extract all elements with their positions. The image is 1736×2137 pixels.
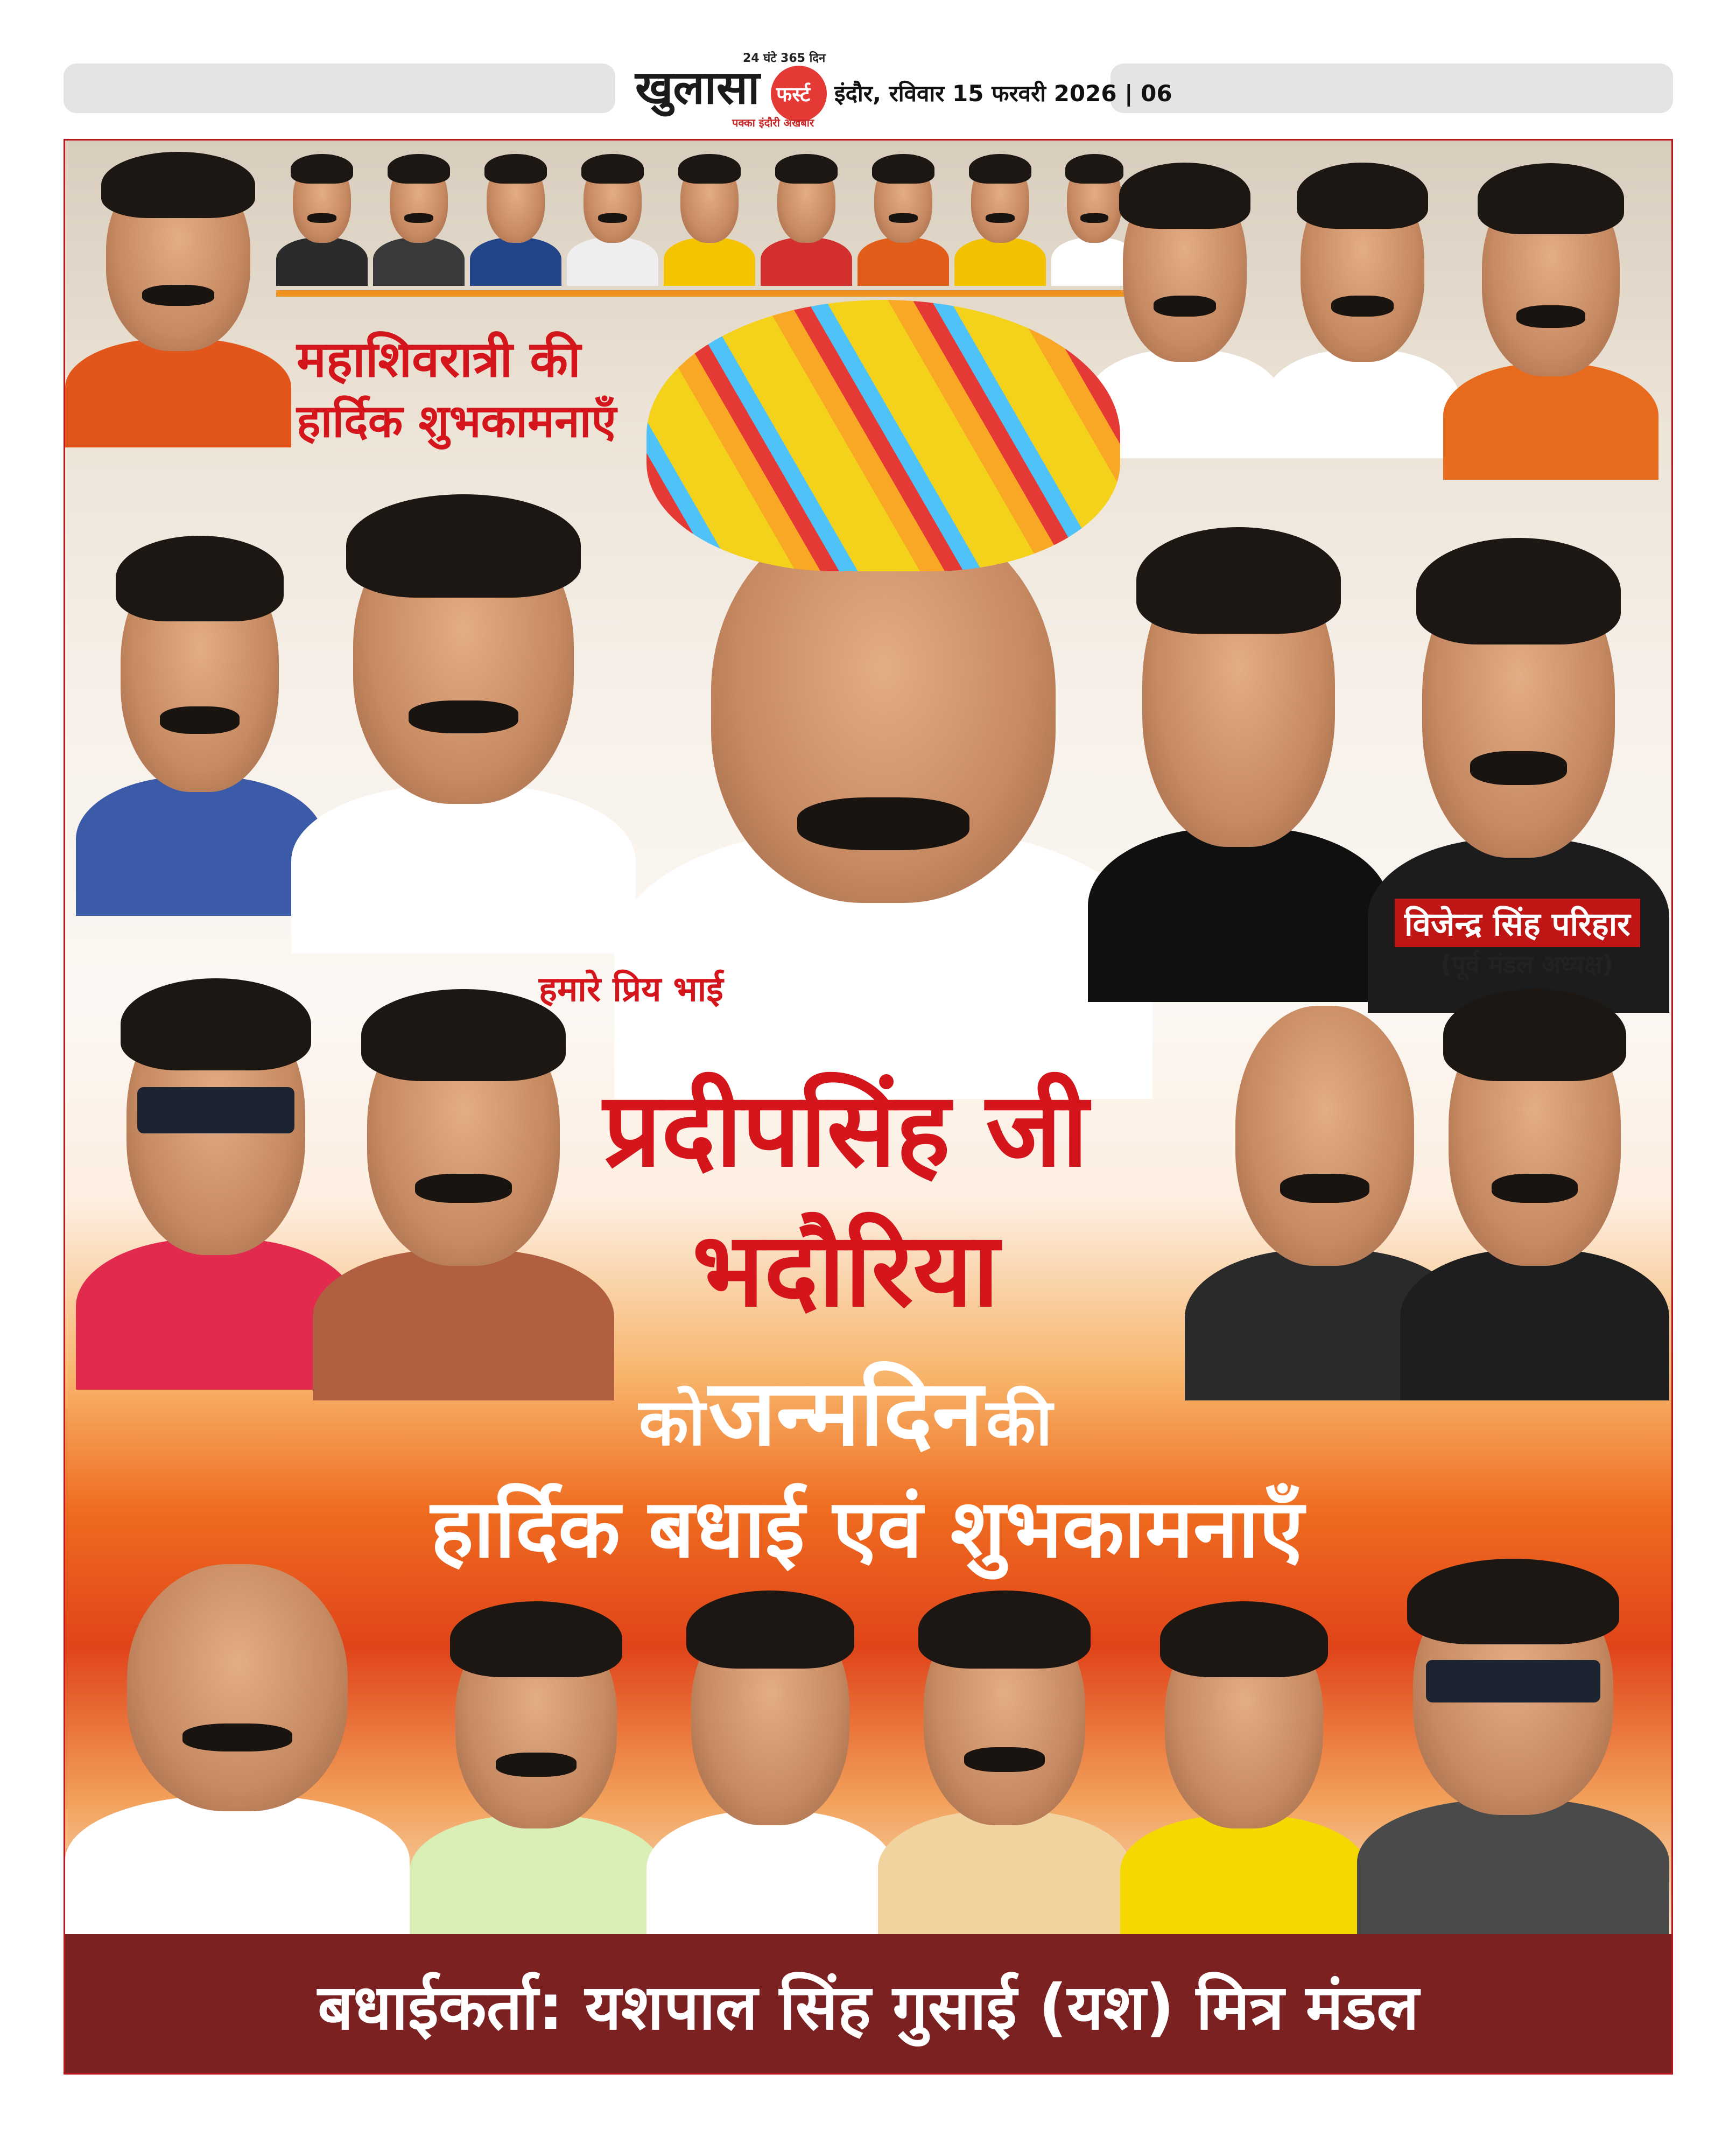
honoree-name-line1: प्रदीपसिंह जी [603,1070,1088,1189]
portrait [1088,517,1389,1002]
footer-credit: बधाईकर्ता: यशपाल सिंह गुसाई (यश) मित्र मंडल [318,1971,1419,2044]
masthead [624,50,1172,130]
portrait [878,1584,1131,1939]
footer-band [65,1934,1671,2073]
top-portrait-strip [276,151,1137,294]
logo-badge [771,66,827,122]
portrait [567,151,658,286]
portrait [858,151,949,286]
portrait [1120,1594,1368,1939]
portrait [1400,980,1669,1400]
logo-subtitle: पक्का इंदौरी अखबार [732,116,814,129]
masthead-left-bar [64,64,615,113]
portrait [761,151,852,286]
logo-badge-text: फर्स्ट [776,82,811,106]
portrait [664,151,755,286]
dateline: इंदौर, रविवार 15 फरवरी 2026 | 06 [834,80,1172,107]
birthday-wish-row [507,1347,1185,1472]
newspaper-logo: खुलासा [635,61,760,115]
birthday-advertisement [64,139,1673,2075]
portrait [291,485,636,954]
portrait [410,1594,663,1939]
festival-greeting-line1: महाशिवरात्री की [297,331,581,388]
festival-greeting-line2: हार्दिक शुभकामनाएँ [297,395,616,447]
portrait [65,146,291,447]
wish-line: हार्दिक बधाई एवं शुभकामनाएँ [431,1482,1304,1576]
portrait [373,151,465,286]
portrait [76,528,324,916]
orange-divider [276,290,1137,297]
portrait [1266,157,1459,458]
portrait [470,151,561,286]
portrait [1357,1551,1669,1939]
portrait [954,151,1046,286]
wish-prefix: को [638,1385,706,1460]
portrait [1443,157,1658,480]
caption-name: विजेन्द्र सिंह परिहार [1395,899,1640,947]
masthead-right-bar [1111,64,1673,113]
honoree-name-line2: भदौरिया [692,1210,999,1329]
portrait [65,1540,410,1939]
wish-birthday: जन्मदिन [708,1360,983,1467]
logo-tagline: 24 घंटे 365 दिन [743,52,826,65]
caption-role: (पूर्व मंडल अध्यक्ष) [1440,950,1614,979]
intro-text: हमारे प्रिय भाई [539,970,723,1010]
portrait [646,1584,894,1939]
wish-suffix: की [986,1385,1053,1460]
